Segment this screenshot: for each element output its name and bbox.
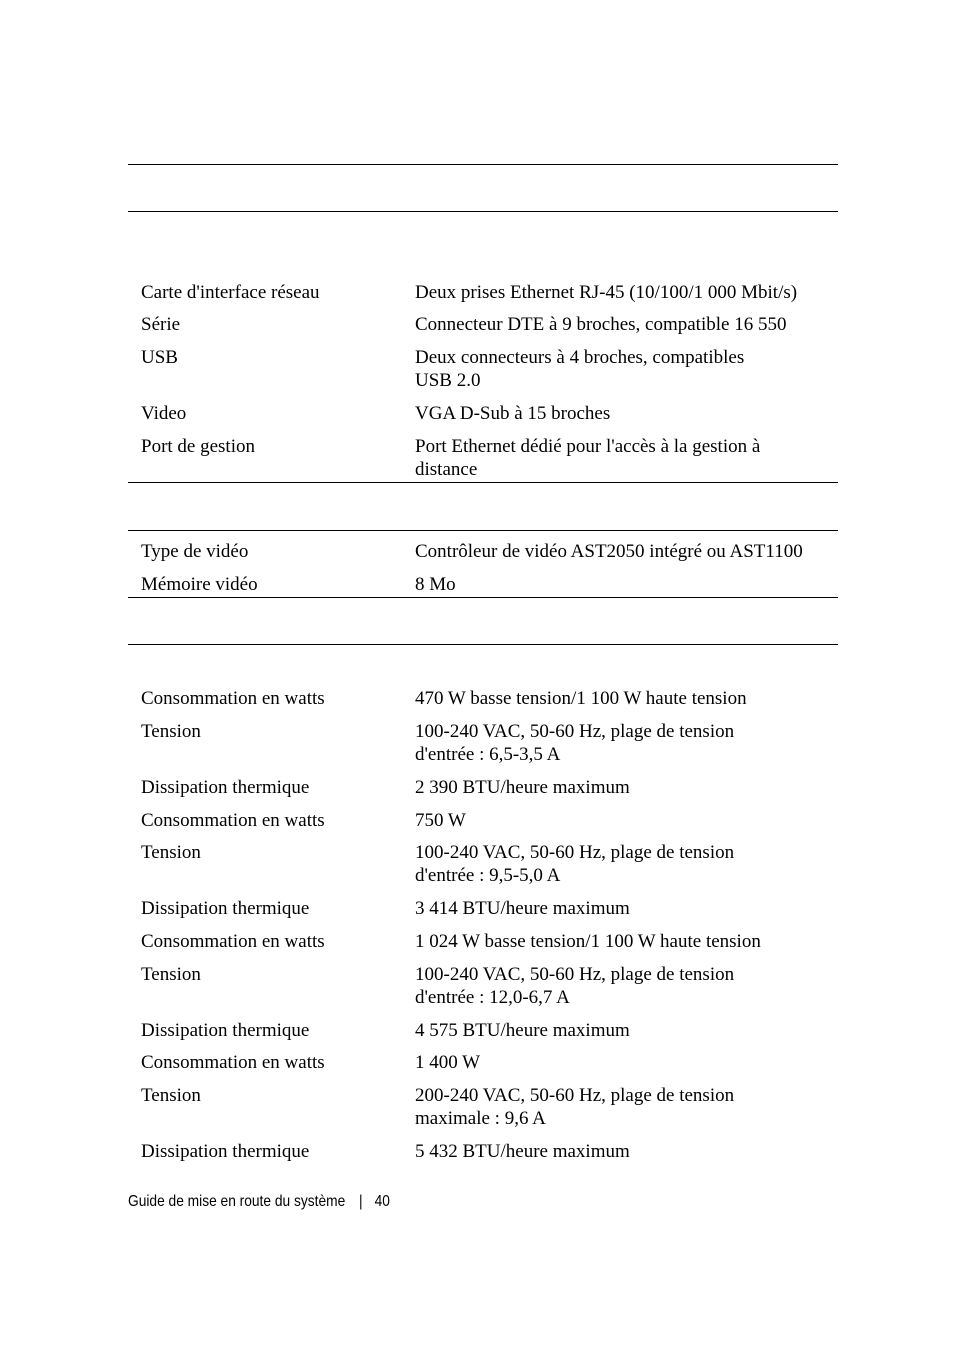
spec-label: Carte d'interface réseau: [141, 282, 320, 303]
spec-value: Connecteur DTE à 9 broches, compatible 16 550: [415, 314, 787, 335]
section-rule-top: [128, 164, 838, 165]
section-rule-bottom: [128, 597, 838, 598]
spec-label: USB: [141, 347, 178, 368]
spec-label: Consommation en watts: [141, 931, 325, 952]
spec-value: Port Ethernet dédié pour l'accès à la gestion à distance: [415, 436, 761, 480]
spec-value: 1 400 W: [415, 1052, 481, 1073]
spec-label: Consommation en watts: [141, 1052, 325, 1073]
spec-label: Video: [141, 403, 187, 424]
footer-guide-title: Guide de mise en route du système: [128, 1193, 346, 1210]
spec-label: Port de gestion: [141, 436, 255, 457]
spec-value: Deux connecteurs à 4 broches, compatibles USB 2.0: [415, 347, 745, 391]
spec-label: Dissipation thermique: [141, 898, 310, 919]
spec-value: Contrôleur de vidéo AST2050 intégré ou AST1100: [415, 541, 803, 562]
spec-label: Tension: [141, 964, 201, 985]
spec-value: 100-240 VAC, 50-60 Hz, plage de tension d'entrée : 12,0-6,7 A: [415, 964, 735, 1008]
spec-value: Deux prises Ethernet RJ-45 (10/100/1 000 Mbit/s): [415, 282, 798, 303]
spec-label: Consommation en watts: [141, 810, 325, 831]
footer-separator: |: [358, 1193, 363, 1210]
section-rule-header: [128, 211, 838, 212]
spec-label: Dissipation thermique: [141, 1020, 310, 1041]
page-footer: [128, 1193, 390, 1211]
page-number: 40: [374, 1193, 390, 1210]
spec-label: Tension: [141, 721, 201, 742]
spec-label: Dissipation thermique: [141, 1141, 310, 1162]
spec-value: 1 024 W basse tension/1 100 W haute tension: [415, 931, 761, 952]
spec-value: 750 W: [415, 810, 466, 831]
spec-label: Tension: [141, 842, 201, 863]
spec-value: 3 414 BTU/heure maximum: [415, 898, 630, 919]
spec-value: 100-240 VAC, 50-60 Hz, plage de tension d'entrée : 9,5-5,0 A: [415, 842, 735, 886]
spec-label: Mémoire vidéo: [141, 574, 258, 595]
spec-value: 200-240 VAC, 50-60 Hz, plage de tension maximale : 9,6 A: [415, 1085, 735, 1129]
spec-value: 5 432 BTU/heure maximum: [415, 1141, 630, 1162]
section-rule-top: [128, 644, 838, 645]
spec-label: Série: [141, 314, 181, 335]
spec-label: Consommation en watts: [141, 688, 325, 709]
section-rule-top: [128, 530, 838, 531]
spec-label: Dissipation thermique: [141, 777, 310, 798]
spec-value: 470 W basse tension/1 100 W haute tension: [415, 688, 747, 709]
spec-label: Tension: [141, 1085, 201, 1106]
spec-value: 100-240 VAC, 50-60 Hz, plage de tension d'entrée : 6,5-3,5 A: [415, 721, 735, 765]
spec-value: 2 390 BTU/heure maximum: [415, 777, 630, 798]
section-rule-bottom: [128, 482, 838, 483]
spec-value: 4 575 BTU/heure maximum: [415, 1020, 630, 1041]
spec-label: Type de vidéo: [141, 541, 249, 562]
spec-value: VGA D-Sub à 15 broches: [415, 403, 611, 424]
spec-value: 8 Mo: [415, 574, 456, 595]
